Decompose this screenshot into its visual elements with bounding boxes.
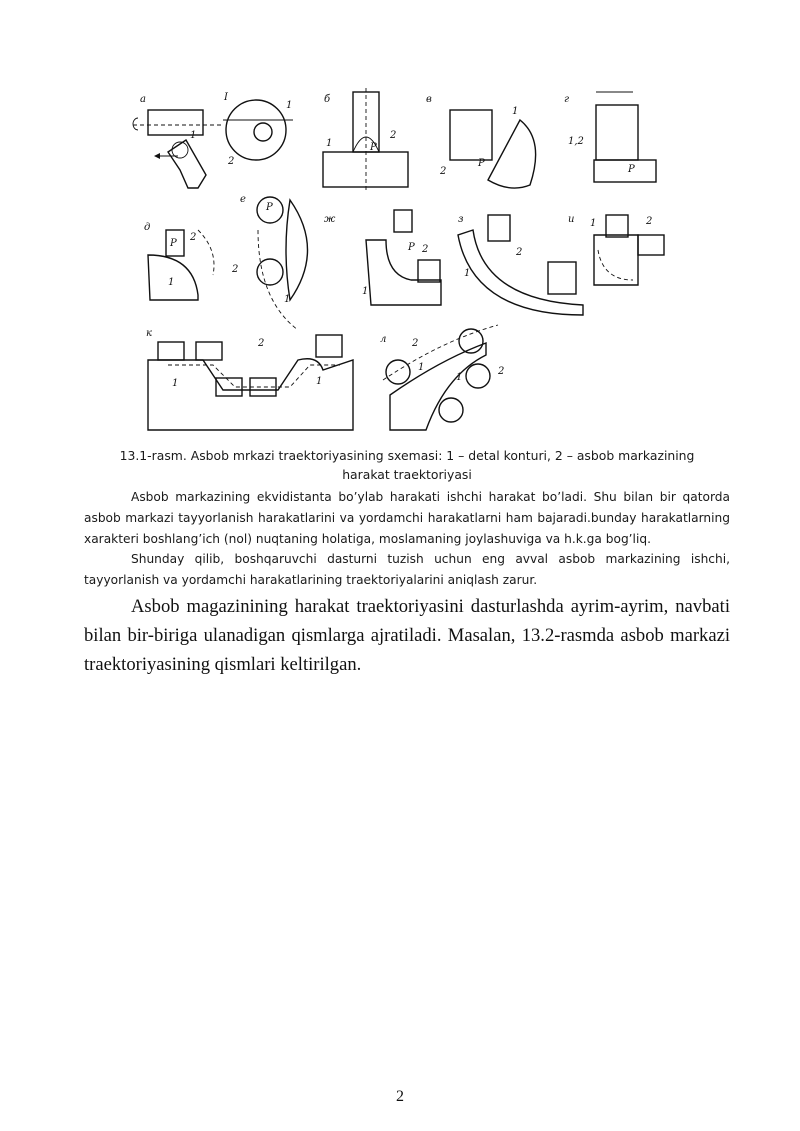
panel-label-g: г <box>564 94 570 105</box>
paragraph-2: Shunday qilib, boshqaruvchi dasturni tuzish uchun eng avval asbob markazining ishchi, tayyorlanish va yordamchi harakatlarining traektoriyalarini aniqlash zarur. <box>84 552 730 587</box>
part-label: 2 <box>258 338 265 349</box>
part-label: 1 <box>590 218 597 229</box>
main-paragraph: Asbob magazinining harakat traektoriyasini dasturlashda ayrim-ayrim, navbati bilan bir-biriga ulanadigan qismlarga ajratiladi. Masalan, 13.2-rasmda asbob markazi traektoriyasining qismlari keltirilgan. <box>84 596 730 675</box>
part-label: 1 <box>512 106 519 117</box>
figure-caption: 13.1-rasm. Asbob mrkazi traektoriyasining sxemasi: 1 – detal konturi, 2 – asbob markazining harakat traektoriyasi <box>119 448 695 482</box>
part-label: 1 <box>316 376 323 387</box>
part-label: 1 <box>168 277 175 288</box>
figure-trajectory-schemes <box>128 80 676 432</box>
panel-e <box>231 194 308 330</box>
part-label: P <box>170 238 177 249</box>
panel-I <box>223 92 293 167</box>
panel-label-a: а <box>140 94 146 105</box>
part-label: P <box>370 142 377 153</box>
panel-i <box>568 214 664 285</box>
part-label: P <box>628 164 635 175</box>
part-label: 2 <box>412 338 419 349</box>
part-label: 2 <box>190 232 197 243</box>
part-label: 2 <box>498 366 505 377</box>
part-label: 2 <box>440 166 447 177</box>
part-label: 2 <box>516 247 523 258</box>
part-label: 1 <box>362 286 369 297</box>
panel-label-v: в <box>426 94 432 105</box>
page-number: 2 <box>396 1088 404 1105</box>
panel-g <box>564 92 656 182</box>
panel-b <box>323 88 408 190</box>
panel-label-d: д <box>144 222 151 233</box>
part-label: 1 <box>190 130 197 141</box>
part-label: 1 <box>464 268 471 279</box>
panel-label-zh: ж <box>324 214 336 225</box>
panel-label-l: л <box>380 334 387 345</box>
panel-label-I: I <box>224 92 228 103</box>
part-label: 1 <box>172 378 179 389</box>
part-label: P <box>478 158 485 169</box>
part-label: 1 <box>456 372 463 383</box>
part-label: 1 <box>284 294 291 305</box>
panel-k <box>146 328 353 430</box>
part-label: 2 <box>422 244 429 255</box>
part-label: P <box>266 202 273 213</box>
panel-d <box>144 222 214 300</box>
panel-label-k: к <box>146 328 152 339</box>
paragraph-1: Asbob markazining ekvidistanta bo’ylab harakati ishchi harakat bo’ladi. Shu bilan bir qatorda asbob markazi tayyorlanish harakatlarini va yordamchi harakatlarni ham bajaradi.bunday harakatlarning xarakteri boshlang’ich (nol) nuqtaning holatiga, moslamaning joylashuviga va h.k.ga bog’liq. <box>84 490 730 546</box>
part-label: 2 <box>228 156 235 167</box>
panel-label-z: з <box>458 214 464 225</box>
panel-label-e: е <box>240 194 246 205</box>
figure-drawing <box>128 80 676 432</box>
part-label: 2 <box>646 216 653 227</box>
part-label: 2 <box>232 264 239 275</box>
part-label: 1 <box>326 138 333 149</box>
panel-zh <box>324 210 441 305</box>
panel-label-i: и <box>568 214 575 225</box>
part-label: 1 <box>418 362 425 373</box>
part-label: P <box>408 242 415 253</box>
part-label: 1 <box>286 100 293 111</box>
part-label: 2 <box>390 130 397 141</box>
panel-label-b: б <box>324 94 331 105</box>
panel-a <box>133 94 223 188</box>
panel-z <box>458 214 583 315</box>
panel-v <box>426 94 536 188</box>
panel-l <box>380 325 504 430</box>
part-label: 1,2 <box>568 136 584 147</box>
